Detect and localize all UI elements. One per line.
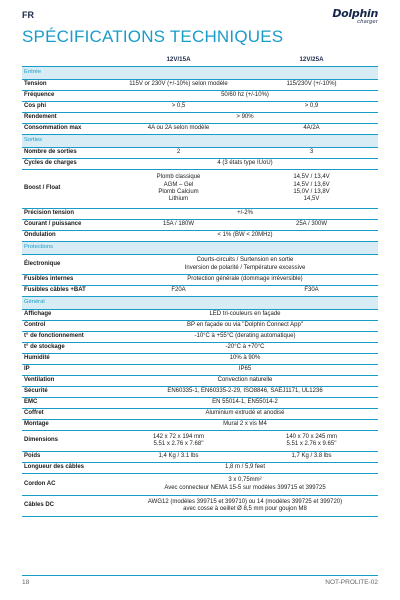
spec-value	[112, 477, 378, 492]
spec-value-15a: 15A / 180W	[162, 221, 195, 228]
spec-label: Câbles DC	[24, 502, 55, 509]
spec-label: Poids	[24, 453, 41, 460]
spec-value: +/-2%	[237, 210, 253, 217]
spec-row	[22, 420, 378, 431]
spec-row	[22, 255, 378, 275]
spec-row	[22, 343, 378, 354]
spec-label: Ventilation	[24, 377, 55, 384]
spec-label: Précision tension	[24, 210, 75, 217]
spec-value: Protection générale (dommage irréversible)	[187, 276, 303, 283]
spec-value-line: AGM – Gel	[163, 181, 194, 188]
spec-value: 1,8 m / 5,9 feet	[224, 464, 266, 471]
spec-label: Fréquence	[24, 92, 55, 99]
spec-row	[22, 321, 378, 332]
spec-label: Cos phi	[24, 103, 46, 110]
spec-value: Convection naturelle	[217, 377, 273, 384]
spec-row	[22, 275, 378, 286]
spec-label: Cycles de charges	[24, 160, 77, 167]
spec-value: EN 55014-1, EN55014-2	[212, 399, 278, 406]
spec-value-25a: 25A / 300W	[295, 221, 328, 228]
spec-value-15a: 115V or 230V (+/-10%) selon modèle	[129, 81, 228, 88]
spec-row	[22, 496, 378, 517]
spec-label: Courant / puissance	[24, 221, 82, 228]
spec-value: < 1% (BW < 20MHz)	[217, 232, 273, 239]
spec-value-line: 14,5V / 13,4V	[293, 174, 330, 181]
top-bar	[22, 8, 378, 24]
spec-label: Dimensions	[24, 437, 59, 444]
spec-row	[22, 148, 378, 159]
spec-row	[22, 159, 378, 170]
spec-value: BP en façade ou via "Dolphin Connect App"	[187, 322, 303, 329]
spec-value: > 90%	[236, 114, 254, 121]
spec-label: Nombre de sorties	[24, 149, 77, 156]
spec-label: Rendement	[24, 114, 57, 121]
section-row	[22, 135, 378, 148]
spec-row	[22, 91, 378, 102]
spec-label: Ondulation	[24, 232, 56, 239]
section-row	[22, 67, 378, 80]
spec-label: Sécurité	[24, 388, 48, 395]
spec-label: Control	[24, 322, 46, 329]
spec-value-line: Plomb Calcium	[158, 189, 199, 195]
page-number: 18	[22, 579, 30, 586]
spec-row	[22, 376, 378, 387]
document-reference: NOT-PROLITE-02	[325, 579, 378, 586]
spec-label: EMC	[24, 399, 38, 406]
spec-value-25a: 4A/2A	[303, 125, 320, 132]
logo-subtitle: charger	[357, 19, 378, 25]
column-header-25a: 12V/25A	[299, 56, 324, 63]
spec-row	[22, 387, 378, 398]
spec-value: -10°C à +55°C (derating automatique)	[194, 333, 296, 340]
spec-value-25a	[245, 434, 378, 449]
brand-logo	[332, 8, 378, 25]
page-title: SPÉCIFICATIONS TECHNIQUES	[22, 27, 284, 46]
spec-row	[22, 354, 378, 365]
spec-row	[22, 231, 378, 242]
spec-value-line: Courts-circuits / Surtension en sortie	[196, 257, 294, 264]
spec-value-line: 14,5V	[303, 196, 320, 203]
spec-row	[22, 170, 378, 209]
spec-value-line: 5.51 x 2.76 x 9.65''	[286, 441, 337, 447]
section-label: Général	[24, 299, 45, 306]
spec-value-line: 140 x 70 x 245 mm	[285, 433, 338, 440]
spec-value-line: AWG12 (modèles 399715 et 399710) ou 14 (modèles 399725 et 399720)	[147, 498, 343, 505]
spec-value-line: avec cosse à oeillet Ø 8,5 mm pour goujon M8	[183, 506, 307, 512]
section-row	[22, 297, 378, 310]
spec-value-line: Plomb classique	[156, 174, 201, 181]
spec-label: Tension	[24, 81, 47, 88]
spec-value: 50/60 hz (+/-10%)	[221, 92, 269, 99]
spec-value	[112, 257, 378, 272]
spec-value-15a	[112, 434, 245, 449]
section-label: Entrée	[24, 69, 42, 76]
spec-row	[22, 463, 378, 474]
spec-value-15a: 2	[176, 149, 181, 156]
spec-value-line: 5.51 x 2.76 x 7.68''	[153, 441, 204, 447]
spec-label: Montage	[24, 421, 49, 428]
spec-value	[112, 499, 378, 514]
header-label-column	[22, 56, 112, 66]
spec-value-line: 14,5V / 13,6V	[293, 181, 330, 188]
spec-value: LED tri-couleurs en façade	[209, 311, 281, 318]
spec-row	[22, 398, 378, 409]
spec-value-15a	[112, 174, 245, 204]
spec-value-25a: 1,7 Kg / 3.8 lbs	[291, 453, 332, 460]
spec-label: Affichage	[24, 311, 52, 318]
spec-value: Aluminium extrudé et anodisé	[205, 410, 285, 417]
spec-row	[22, 332, 378, 343]
spec-label: Humidité	[24, 355, 50, 362]
spec-row	[22, 310, 378, 321]
spec-label: t° de fonctionnement	[24, 333, 84, 340]
spec-label: Coffret	[24, 410, 44, 417]
spec-value-15a: 1,4 Kg / 3.1 lbs	[158, 453, 199, 460]
spec-value-line: 15,0V / 13,8V	[293, 189, 330, 195]
spec-row	[22, 452, 378, 463]
spec-value: -20°C à +70°C	[225, 344, 265, 351]
spec-label: Longueur des câbles	[24, 464, 85, 471]
spec-row	[22, 431, 378, 452]
spec-value-15a: F20A	[171, 287, 186, 294]
spec-value: Mural 2 x vis M4	[223, 421, 267, 428]
spec-label: t° de stockage	[24, 344, 65, 351]
spec-value-line: Inversion de polarité / Température excessive	[184, 264, 306, 271]
spec-label: Cordon AC	[24, 480, 56, 487]
spec-row	[22, 474, 378, 496]
spec-row	[22, 220, 378, 231]
spec-value-25a: 115/230V (+/-10%)	[286, 81, 337, 88]
spec-value-15a: > 0,5	[171, 103, 186, 110]
spec-row	[22, 80, 378, 91]
spec-value: EN60335-1, EN60335-2-29, ISO8846, SAEJ1171, UL1236	[167, 388, 323, 395]
spec-value-15a: 4A ou 2A selon modèle	[147, 125, 210, 132]
spec-row	[22, 102, 378, 113]
page-footer	[22, 575, 378, 586]
spec-value: 10% à 90%	[229, 355, 261, 362]
spec-label: Fusibles internes	[24, 276, 74, 283]
spec-label: Électronique	[24, 260, 61, 267]
spec-value-25a: 3	[309, 149, 314, 156]
spec-label: IP	[24, 366, 30, 373]
spec-table	[22, 56, 378, 517]
spec-value: 4 (3 états type IUoU)	[217, 160, 273, 167]
spec-value-25a	[245, 174, 378, 204]
section-label: Sorties	[24, 137, 43, 144]
spec-rows	[22, 67, 378, 517]
spec-row	[22, 124, 378, 135]
language-code: FR	[22, 10, 34, 20]
logo-wordmark: Dolphin	[332, 7, 378, 20]
spec-value: IP65	[238, 366, 252, 373]
spec-row	[22, 113, 378, 124]
spec-value-line: Lithium	[168, 196, 189, 203]
spec-label: Boost / Float	[24, 185, 61, 192]
spec-row	[22, 286, 378, 297]
section-label: Protections	[24, 244, 53, 251]
spec-row	[22, 209, 378, 220]
spec-row	[22, 365, 378, 376]
spec-table-header	[22, 56, 378, 67]
spec-value-line: Avec connecteur NEMA 15-5 sur modèles 399715 et 399725	[164, 484, 326, 491]
spec-value-25a: F30A	[304, 287, 319, 294]
spec-label: Fusibles câbles +BAT	[24, 287, 86, 294]
section-row	[22, 242, 378, 255]
spec-value-line: 142 x 72 x 194 mm	[152, 433, 205, 440]
spec-value-25a: > 0,9	[304, 103, 319, 110]
spec-row	[22, 409, 378, 420]
spec-label: Consommation max	[24, 125, 82, 132]
spec-value-line: 3 x 0,75mm²	[228, 477, 262, 484]
column-header-15a: 12V/15A	[166, 56, 191, 63]
